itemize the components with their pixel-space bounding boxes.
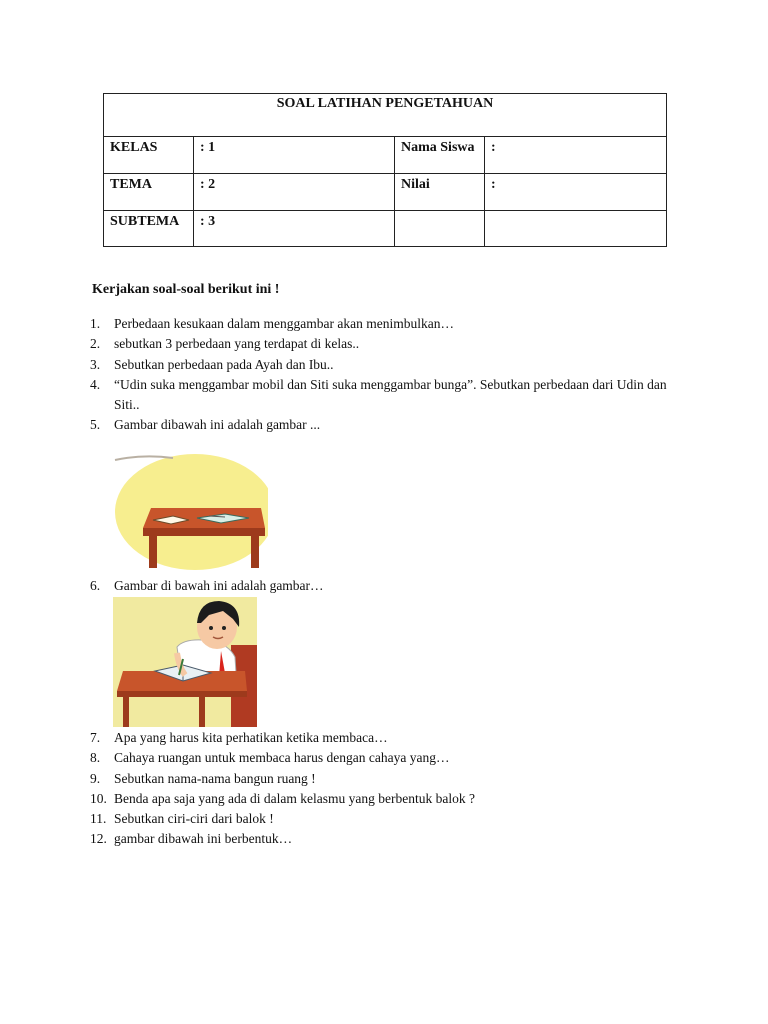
nilai-value: : [485, 174, 667, 211]
tema-label: TEMA [104, 174, 194, 211]
question-number: 6. [90, 578, 101, 593]
question-text: Sebutkan perbedaan pada Ayah dan Ibu.. [114, 356, 334, 372]
question-text: sebutkan 3 perbedaan yang terdapat di kelas.. [114, 336, 360, 352]
question-item [90, 375, 680, 416]
nilai-label: Nilai [395, 174, 485, 211]
question-text: Gambar dibawah ini adalah gambar ... [114, 417, 321, 433]
boy-writing-illustration [113, 597, 257, 727]
question-number: 8. [90, 750, 101, 766]
question-number: 3. [90, 356, 101, 372]
question-number: 7. [90, 730, 101, 745]
tema-value: : 2 [194, 174, 395, 211]
nama-siswa-value: : [485, 137, 667, 174]
empty-cell [485, 211, 667, 247]
kelas-label: KELAS [104, 137, 194, 174]
question-list [90, 728, 475, 850]
question-text: “Udin suka menggambar mobil dan Siti suka menggambar bunga”. Sebutkan perbedaan dari Udin dan Siti.. [114, 376, 667, 413]
question-number: 5. [90, 417, 101, 433]
question-text: Apa yang harus kita perhatikan ketika membaca… [114, 730, 388, 745]
question-item [90, 334, 680, 354]
question-item [90, 789, 475, 809]
worksheet-title: SOAL LATIHAN PENGETAHUAN [104, 94, 667, 137]
question-item [90, 314, 680, 334]
subtema-value: : 3 [194, 211, 395, 247]
question-number: 9. [90, 770, 101, 786]
question-list [90, 314, 680, 436]
question-item [90, 809, 475, 829]
nama-siswa-label: Nama Siswa [395, 137, 485, 174]
question-text: Sebutkan ciri-ciri dari balok ! [114, 811, 274, 827]
question-number: 10. [90, 790, 107, 806]
question-item [90, 829, 475, 849]
instruction-text: Kerjakan soal-soal berikut ini ! [92, 282, 280, 297]
kelas-value: : 1 [194, 137, 395, 174]
question-item [90, 415, 680, 435]
header-table [103, 93, 667, 247]
empty-cell [395, 211, 485, 247]
question-item [90, 769, 475, 789]
question-text: Gambar di bawah ini adalah gambar… [114, 578, 324, 593]
question-number: 11. [90, 811, 107, 827]
question-number: 12. [90, 831, 107, 847]
question-item [90, 355, 680, 375]
question-number: 4. [90, 376, 101, 392]
question-item [90, 748, 475, 768]
question-text: Perbedaan kesukaan dalam menggambar akan menimbulkan… [114, 316, 455, 331]
question-text: Benda apa saja yang ada di dalam kelasmu yang berbentuk balok ? [114, 790, 475, 806]
question-item [90, 576, 324, 596]
question-text: Cahaya ruangan untuk membaca harus dengan cahaya yang… [114, 750, 450, 766]
question-text: gambar dibawah ini berbentuk… [114, 831, 293, 847]
question-text: Sebutkan nama-nama bangun ruang ! [114, 770, 316, 786]
question-number: 2. [90, 336, 101, 352]
question-list [90, 576, 324, 596]
question-number: 1. [90, 316, 101, 331]
question-item [90, 728, 475, 748]
table-books-illustration [113, 454, 268, 570]
subtema-label: SUBTEMA [104, 211, 194, 247]
